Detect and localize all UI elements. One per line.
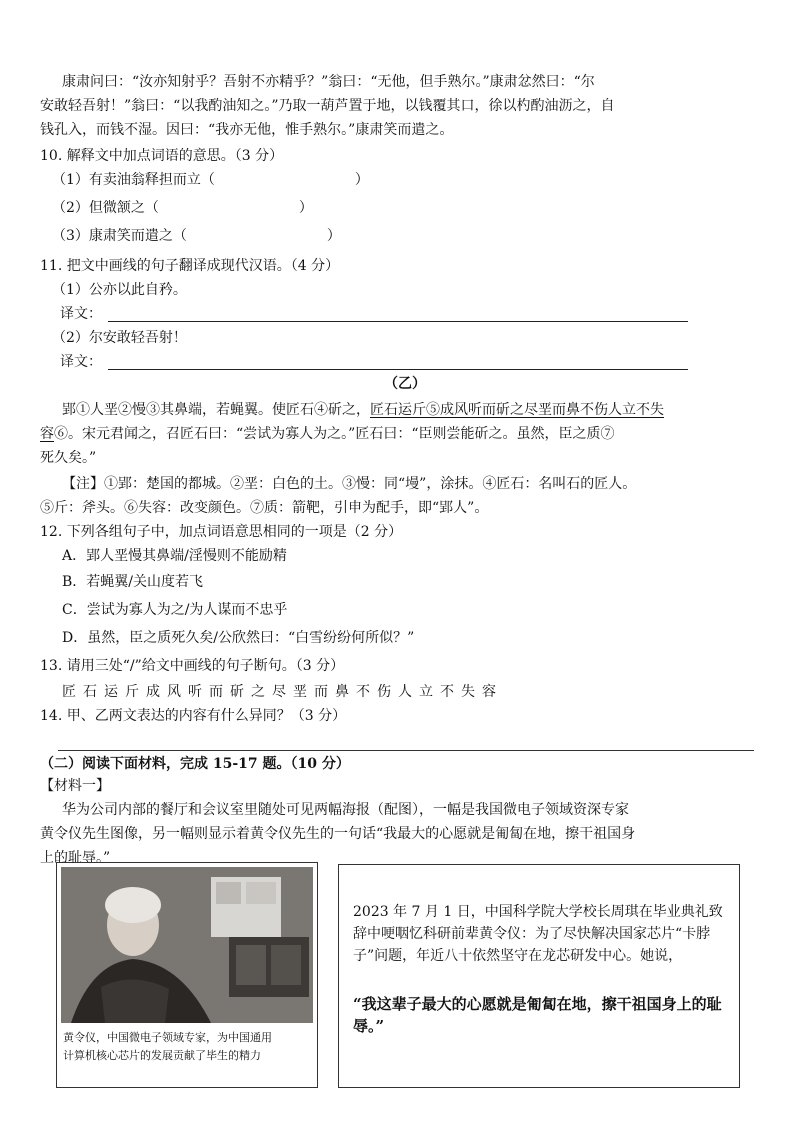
text: （2）但微颔之（ bbox=[52, 200, 159, 216]
text: ） bbox=[326, 228, 341, 244]
passage-yi-note: ⑤斤：斧头。⑥失容：改变颜色。⑦质：箭靶，引申为配手，即“郢人”。 bbox=[40, 500, 489, 516]
q11-sentence-1: （1）公亦以此自矜。 bbox=[52, 282, 187, 298]
passage-jia-line bbox=[40, 120, 453, 140]
portrait-image bbox=[61, 867, 313, 1023]
q11-sentence-2: （2）尔安敢轻吾射！ bbox=[52, 330, 187, 346]
passage-yi-line: 死久矣。” bbox=[40, 450, 97, 466]
photo-caption bbox=[63, 1029, 313, 1065]
poster-quote-frame bbox=[338, 864, 740, 1088]
passage-yi-title: （乙） bbox=[384, 376, 426, 392]
passage-jia-line bbox=[62, 72, 595, 92]
material-1-text: 黄令仪先生图像，另一幅则显示着黄令仪先生的一句话“我最大的心愿就是匍匐在地，擦干祖国身 bbox=[40, 826, 636, 842]
q12-option-b[interactable]: B．若蝇翼/关山度若飞 bbox=[62, 574, 204, 590]
material-1-text: 上的耻辱。” bbox=[40, 850, 111, 866]
quote-text: “我这辈子最大的心愿就是匍匐在地，擦干祖国身上的耻辱。” bbox=[353, 995, 722, 1035]
q10-item-3 bbox=[52, 226, 341, 246]
text: ） bbox=[354, 172, 369, 188]
q12-option-a[interactable]: A．郢人垩慢其鼻端/淫慢则不能励精 bbox=[62, 548, 287, 564]
material-1-label: 【材料一】 bbox=[40, 778, 110, 794]
answer-line[interactable] bbox=[108, 321, 688, 322]
text: （1）有卖油翁释担而立（ bbox=[52, 172, 215, 188]
q10-item-1 bbox=[52, 170, 369, 190]
passage-yi-line bbox=[40, 424, 614, 444]
q10-stem: 10. 解释文中加点词语的意思。（3 分） bbox=[40, 148, 284, 164]
passage-jia-line bbox=[40, 96, 614, 116]
underlined-sentence: 容 bbox=[40, 426, 54, 442]
part2-heading: （二）阅读下面材料，完成 15-17 题。（10 分） bbox=[40, 756, 350, 772]
text: 钱孔入，而钱不湿。因曰：“我亦无他，惟手熟尔。”康肃笑而遣之。 bbox=[40, 122, 454, 138]
poster-photo-frame bbox=[56, 862, 318, 1088]
q11-translation-label-1: 译文： bbox=[60, 306, 102, 322]
q11-stem: 11. 把文中画线的句子翻译成现代汉语。（4 分） bbox=[40, 258, 340, 274]
section-divider bbox=[58, 750, 754, 751]
passage-yi-line bbox=[62, 400, 664, 420]
q10-item-2 bbox=[52, 198, 313, 218]
text: 安敢轻吾射！”翁曰：“以我酌油知之。”乃取一葫芦置于地，以钱覆其口，徐以杓酌油沥之，自 bbox=[40, 98, 615, 114]
portrait-photo bbox=[61, 867, 313, 1023]
q12-option-d[interactable]: D．虽然，臣之质死久矣/公欣然曰：“白雪纷纷何所似？” bbox=[62, 630, 415, 646]
q13-sentence[interactable]: 匠石运斤成风听而斫之尽垩而鼻不伤人立不失容 bbox=[62, 684, 503, 700]
q13-stem: 13. 请用三处“/”给文中画线的句子断句。（3 分） bbox=[40, 658, 345, 674]
q14-stem: 14. 甲、乙两文表达的内容有什么异同？（3 分） bbox=[40, 708, 347, 724]
text: ⑥。宋元君闻之，召匠石曰：“尝试为寡人为之。”匠石曰：“臣则尝能斫之。虽然，臣之质⑦ bbox=[54, 426, 615, 442]
q12-stem: 12. 下列各组句子中，加点词语意思相同的一项是（2 分） bbox=[40, 524, 403, 540]
q11-translation-label-2: 译文： bbox=[60, 354, 102, 370]
material-1-text: 华为公司内部的餐厅和会议室里随处可见两幅海报（配图），一幅是我国微电子领域资深专家 bbox=[62, 802, 629, 818]
quote-intro: 2023 年 7 月 1 日，中国科学院大学校长周琪在毕业典礼致辞中哽咽忆科研前辈黄令仪：为了尽快解决国家芯片“卡脖子”问题，年近八十依然坚守在龙芯研发中心。她说， bbox=[353, 904, 723, 964]
text: 计算机核心芯片的发展贡献了毕生的精力 bbox=[63, 1049, 261, 1062]
text: 郢①人垩②慢③其鼻端，若蝇翼。使匠石④斫之， bbox=[62, 402, 370, 418]
passage-yi-note: 【注】①郢：楚国的都城。②垩：白色的土。③慢：同“墁”，涂抹。④匠石：名叫石的匠人。 bbox=[62, 476, 637, 492]
q12-option-c[interactable]: C．尝试为寡人为之/为人谋而不忠乎 bbox=[62, 602, 288, 618]
text: 黄令仪，中国微电子领域专家，为中国通用 bbox=[63, 1031, 272, 1044]
text: ） bbox=[298, 200, 313, 216]
text: （3）康肃笑而遣之（ bbox=[52, 228, 187, 244]
underlined-sentence: 匠石运斤⑤成风听而斫之尽垩而鼻不伤人立不失 bbox=[370, 402, 664, 418]
answer-line[interactable] bbox=[108, 369, 688, 370]
text: 康肃问曰：“汝亦知射乎？吾射不亦精乎？”翁曰：“无他，但手熟尔。”康肃忿然曰：“尔 bbox=[62, 74, 595, 90]
